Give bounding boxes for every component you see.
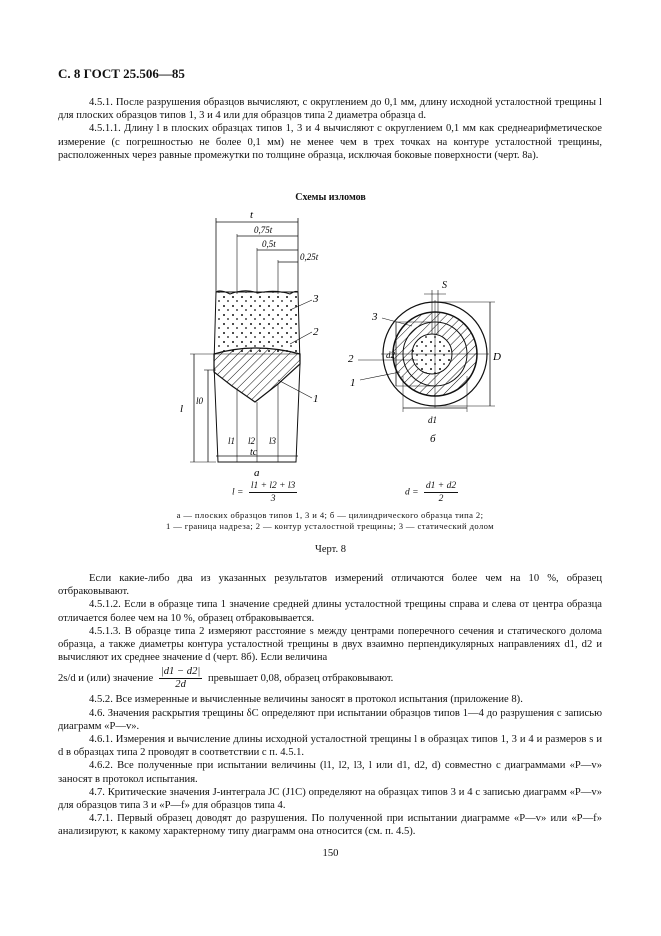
figure-title: Схемы изломов	[295, 192, 366, 203]
formula-d-numerator: d1 + d2	[425, 481, 457, 491]
sublabel-a: а	[254, 467, 260, 479]
paragraph: 4.5.2. Все измеренные и вычисленные величины заносят в протокол испытания (приложение 8).	[89, 694, 523, 706]
formula-l	[232, 480, 300, 505]
page-number: 150	[322, 848, 339, 859]
label-l0: l0	[196, 396, 204, 406]
formula-l-denominator: 3	[270, 494, 276, 504]
label-D: D	[493, 351, 501, 363]
figure-number: Черт. 8	[315, 544, 346, 555]
label-t: t	[250, 209, 254, 221]
label-l2: l2	[248, 436, 256, 446]
ratio-line	[58, 666, 602, 691]
formula-l-numerator: l1 + l2 + l3	[250, 481, 296, 491]
label-l3: l3	[269, 436, 277, 446]
diagram-a	[180, 209, 319, 479]
text-block-top	[58, 96, 602, 162]
callout-3-b: 3	[372, 311, 378, 323]
callout-1-b: 1	[350, 377, 356, 389]
label-l: l	[180, 403, 184, 415]
label-tc: tc	[250, 447, 258, 458]
ratio-denominator: 2d	[175, 679, 186, 691]
fatigue-crack-region	[214, 348, 300, 402]
callout-2-b: 2	[348, 353, 354, 365]
ratio-after: превышает 0,08, образец отбраковывают.	[207, 673, 394, 685]
label-d2: d2	[386, 350, 395, 360]
paragraph: 4.6.1. Измерения и вычисление длины исходной усталостной трещины l в образцах типов 1, 3 и 4 и размеров s и d в образцах типа 2 проводят в соответствии с п. 4.5.1.	[58, 734, 602, 759]
paragraph: 4.6.2. Все полученные при испытании величины (l1, l2, l3, l или d1, d2, d) совместно с диаграммами «P—v» заносят в протокол испытания.	[58, 760, 602, 785]
fracture-diagram	[150, 204, 510, 504]
page-header: С. 8 ГОСТ 25.506—85	[58, 66, 185, 81]
caption-line: 1 — граница надреза; 2 — контур усталостной трещины; 3 — статический долом	[165, 521, 495, 531]
formula-d-denominator: 2	[438, 494, 444, 504]
formula-l-lhs: l =	[232, 487, 244, 498]
formula-d	[405, 480, 461, 505]
text-block-mid	[58, 572, 602, 839]
paragraph: 4.7.1. Первый образец доводят до разрушения. По полученной при испытании диаграмме «P—v» или «P—f» анализируют, к какому характерному типу диаграмм она относится (см. п. 4.5).	[58, 813, 602, 838]
fracture-diagram-svg	[150, 204, 510, 504]
paragraph: 4.5.1. После разрушения образцов вычисляют, с округлением до 0,1 мм, длину исходной усталостной трещины l для плоских образцов типов 1, 3 и 4 или для образцов типа 2 диаметра образца d.	[58, 97, 602, 122]
callout-2-a: 2	[313, 326, 319, 338]
paragraph: Если какие-либо два из указанных результатов измерений отличаются более чем на 10 %, образец отбраковывают.	[58, 573, 602, 598]
paragraph: 4.5.1.1. Длину l в плоских образцах типов 1, 3 и 4 вычисляют с округлением 0,1 мм как среднеарифметическое измерение (с погрешностью не более 0,1 мм) не менее чем в трех точках на контуре усталостной трещины, расположенных через равные промежутки по толщине образца, исключая боковые поверхности (черт. 8а).	[58, 123, 602, 161]
paragraph: 4.6. Значения раскрытия трещины δC определяют при испытании образцов типов 1—4 до разрушения с записью диаграмм «P—v».	[58, 707, 602, 732]
sublabel-b: б	[430, 433, 436, 445]
callout-3-a: 3	[313, 293, 319, 305]
ratio-fraction	[159, 666, 202, 691]
paragraph: 4.5.1.3. В образце типа 2 измеряют расстояние s между центрами поперечного сечения и статического долома образца, а также диаметры контура усталостной трещины в двух взаимно перпендикулярных направлениях d1, d2 и вычисляют их среднее значение d (черт. 8б). Если величина	[58, 625, 602, 664]
formula-d-lhs: d =	[405, 487, 419, 498]
figure-caption	[130, 510, 530, 532]
label-075t: 0,75t	[254, 225, 273, 235]
label-025t: 0,25t	[300, 252, 319, 262]
label-l1: l1	[228, 436, 236, 446]
label-05t: 0,5t	[262, 239, 276, 249]
ratio-before: 2s/d и (или) значение	[58, 673, 154, 685]
callout-1-a: 1	[313, 393, 319, 405]
formula-l-fraction	[249, 480, 298, 505]
ratio-numerator: |d1 − d2|	[160, 666, 201, 678]
caption-line: а — плоских образцов типов 1, 3 и 4; б — цилиндрического образца типа 2;	[176, 510, 484, 520]
paragraph: 4.7. Критические значения J-интеграла JC (J1C) определяют на образцах типов 3 и 4 с записью диаграмм «P—v» для образцов типа 3 и «P—f» для образцов типа 4.	[58, 786, 602, 812]
label-s: S	[442, 280, 447, 291]
formula-d-fraction	[424, 480, 458, 505]
paragraph: 4.5.1.2. Если в образце типа 1 значение средней длины усталостной трещины справа и слева от центра образца отличается более чем на 10 %, образец отбраковывается.	[58, 599, 602, 624]
label-d1: d1	[428, 415, 437, 425]
diagram-b	[348, 280, 501, 445]
